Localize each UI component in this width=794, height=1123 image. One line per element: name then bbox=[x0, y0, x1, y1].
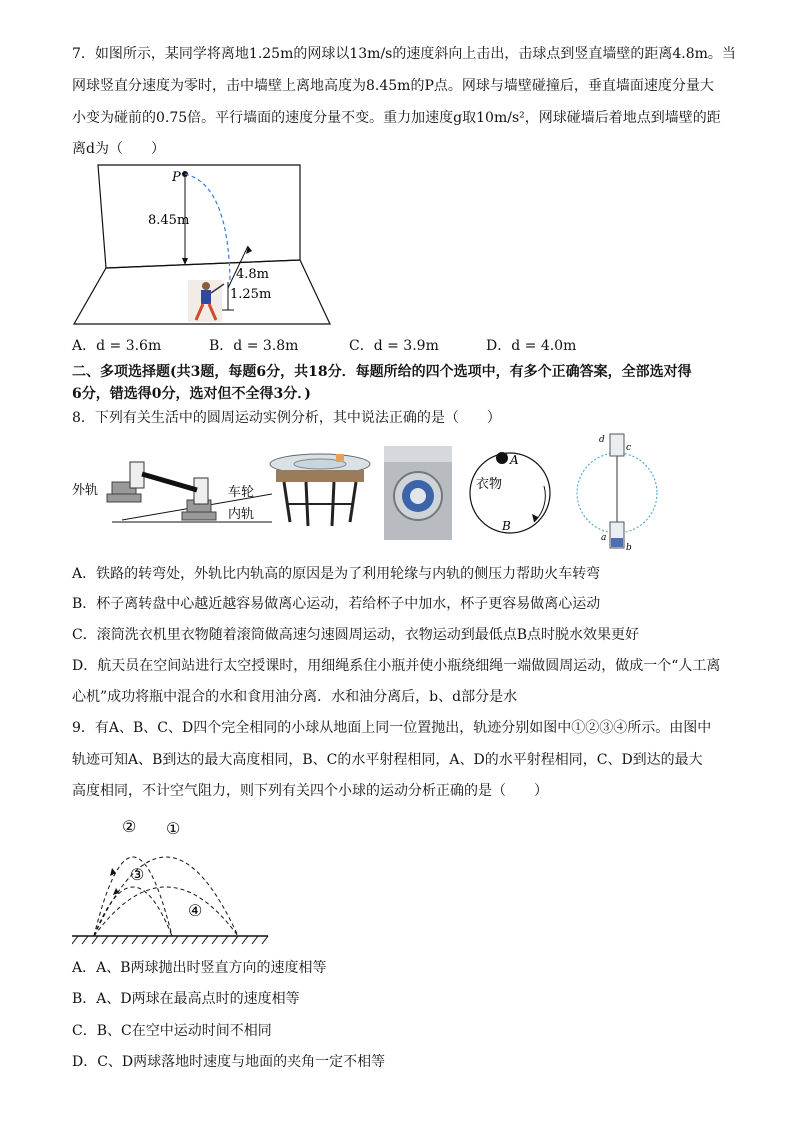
q9-option-a: A．A、B两球抛出时竖直方向的速度相等 bbox=[72, 960, 327, 976]
q7-line-1: 7．如图所示，某同学将离地1.25m的网球以13m/s的速度斜向上击出，击球点到竖直墙壁的距离4.8m。当 bbox=[72, 46, 736, 62]
q8-bottle-figure bbox=[574, 430, 660, 556]
bottle-d-label: d bbox=[599, 435, 605, 445]
q8-option-c: C．滚筒洗衣机里衣物随着滚筒做高速匀速圆周运动，衣物运动到最低点B点时脱水效果更好 bbox=[72, 627, 639, 643]
bottle-c-label: c bbox=[626, 443, 632, 453]
q7-option-c: C．d = 3.9m bbox=[349, 338, 439, 354]
section2-line-1: 二、多项选择题(共3题，每题6分，共18分．每题所给的四个选项中，有多个正确答案，全部选对得 bbox=[72, 364, 692, 380]
q9-option-c: C．B、C在空中运动时间不相同 bbox=[72, 1023, 272, 1039]
trajectory-3-label: ③ bbox=[130, 865, 145, 884]
drum-a-label: A bbox=[510, 453, 519, 467]
q8-option-b: B．杯子离转盘中心越近越容易做离心运动，若给杯子中加水，杯子更容易做离心运动 bbox=[72, 596, 601, 612]
q9-line-1: 9．有A、B、C、D四个完全相同的小球从地面上同一位置抛出，轨迹分别如图中①②③④所示。由图中 bbox=[72, 720, 712, 736]
drum-clothes-label: 衣物 bbox=[476, 477, 503, 492]
q7-option-a: A．d = 3.6m bbox=[72, 338, 162, 354]
section2-line-2: 6分，错选得0分，选对但不全得3分．) bbox=[72, 386, 311, 402]
q8-option-a: A．铁路的转弯处，外轨比内轨高的原因是为了利用轮缘与内轨的侧压力帮助火车转弯 bbox=[72, 566, 601, 582]
q7-line-2: 网球竖直分速度为零时，击中墙壁上离地高度为8.45m的P点。网球与墙壁碰撞后，垂直墙面速度分量大 bbox=[72, 78, 714, 94]
q7-d1-label: 4.8m bbox=[236, 267, 270, 282]
q8-drum-figure bbox=[462, 446, 558, 540]
bottle-b-label: b bbox=[626, 543, 632, 553]
q7-option-d: D．d = 4.0m bbox=[486, 338, 577, 354]
q9-line-3: 高度相同，不计空气阻力，则下列有关四个小球的运动分析正确的是（ ） bbox=[72, 783, 548, 799]
rail-outer-label: 外轨 bbox=[72, 483, 99, 498]
q7-figure bbox=[70, 160, 340, 330]
q8-option-d-line-1: D．航天员在空间站进行太空授课时，用细绳系住小瓶并使小瓶绕细绳一端做圆周运动，做成一个“人工离 bbox=[72, 658, 721, 674]
player-icon bbox=[188, 280, 224, 322]
rail-inner-label: 内轨 bbox=[228, 507, 255, 522]
q7-h1-label: 8.45m bbox=[148, 213, 190, 228]
trajectory-1-label: ① bbox=[166, 819, 181, 838]
q7-option-b: B．d = 3.8m bbox=[209, 338, 299, 354]
q9-trajectory-figure bbox=[72, 812, 272, 948]
q7-h2-label: 1.25m bbox=[230, 287, 272, 302]
q9-option-b: B．A、D两球在最高点时的速度相等 bbox=[72, 991, 300, 1007]
q9-line-2: 轨迹可知A、B到达的最大高度相同，B、C的水平射程相同，A、D的水平射程相同，C、D到达的最大 bbox=[72, 752, 703, 768]
bottle-a-label: a bbox=[601, 533, 607, 543]
q7-p-label: P bbox=[172, 170, 181, 185]
q9-option-d: D．C、D两球落地时速度与地面的夹角一定不相等 bbox=[72, 1054, 386, 1070]
q8-washer-figure bbox=[384, 446, 452, 540]
q8-rail-figure bbox=[72, 450, 272, 530]
q8-turntable-figure bbox=[268, 452, 372, 530]
q8-option-d-line-2: 心机”成功将瓶中混合的水和食用油分离．水和油分离后，b、d部分是水 bbox=[72, 689, 518, 705]
q7-line-3: 小变为碰前的0.75倍。平行墙面的速度分量不变。重力加速度g取10m/s²，网球碰墙后着地点到墙壁的距 bbox=[72, 110, 721, 126]
q8-stem: 8．下列有关生活中的圆周运动实例分析，其中说法正确的是（ ） bbox=[72, 410, 501, 426]
trajectory-2-label: ② bbox=[122, 817, 137, 836]
q7-line-4: 离d为（ ） bbox=[72, 141, 165, 157]
drum-b-label: B bbox=[502, 519, 511, 533]
rail-wheel-label: 车轮 bbox=[228, 485, 255, 500]
trajectory-4-label: ④ bbox=[188, 901, 203, 920]
